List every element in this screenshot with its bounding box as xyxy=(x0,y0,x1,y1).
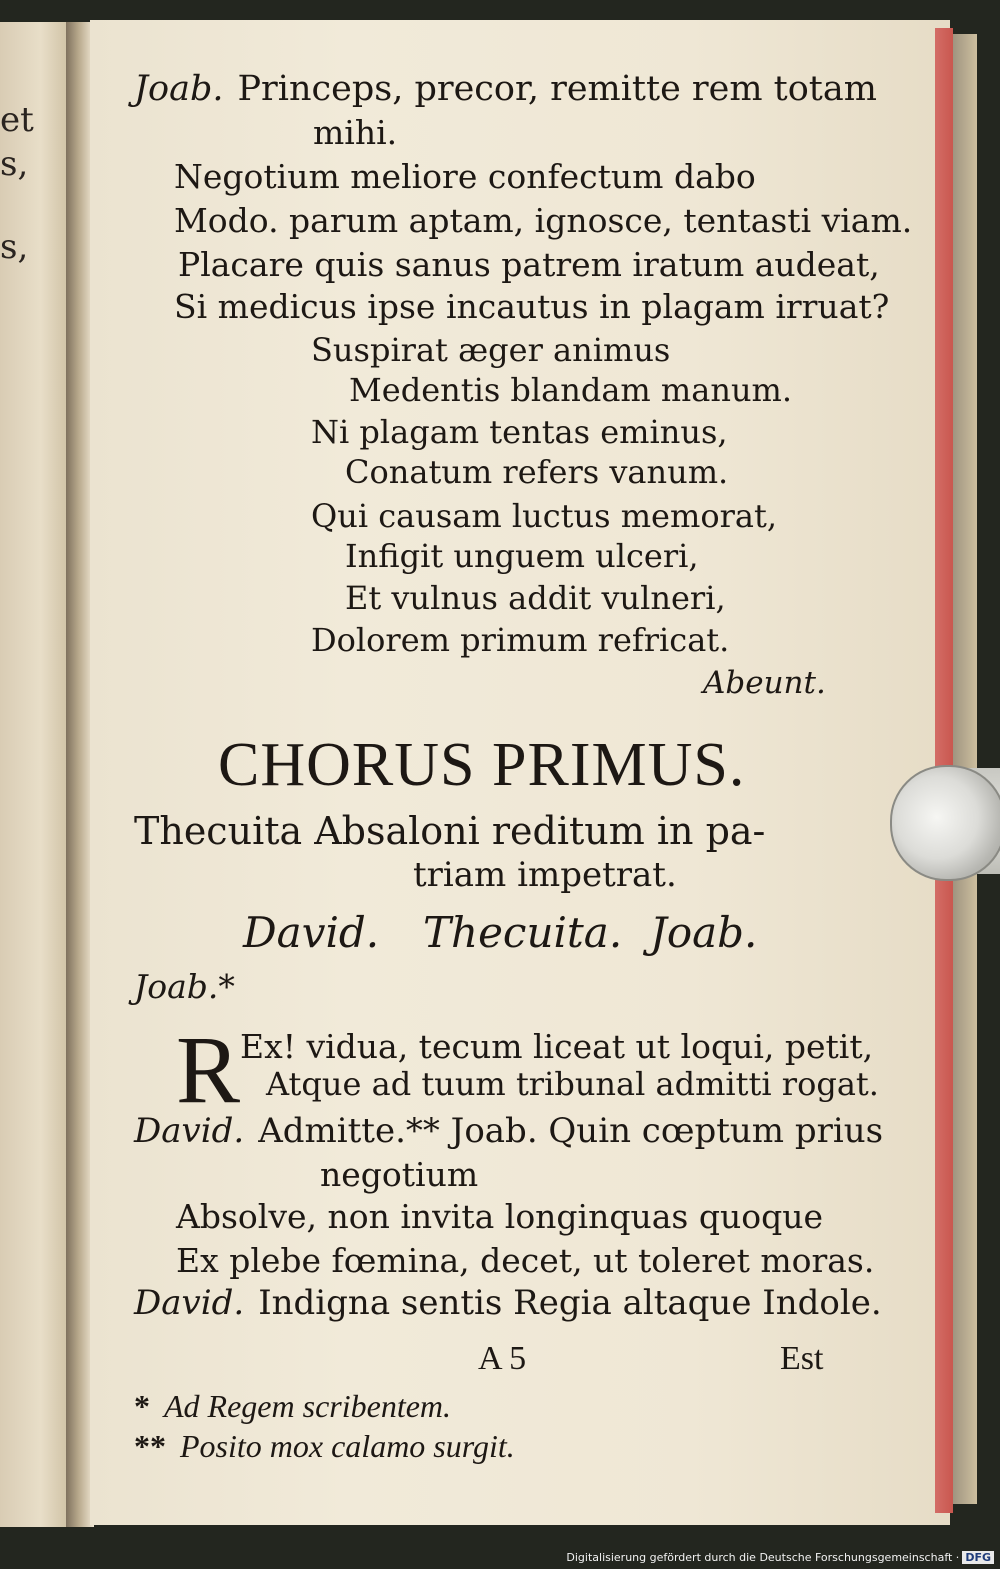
verse-line: Ni plagam tentas eminus, xyxy=(311,413,728,451)
footnote-text: Posito mox calamo surgit. xyxy=(180,1428,515,1464)
footnote-mark: * xyxy=(134,1388,150,1424)
page-clip xyxy=(890,765,1000,881)
dialogue-line: Negotium meliore confectum dabo xyxy=(174,157,756,196)
dialogue-text: Admitte.** Joab. Quin cœptum prius xyxy=(258,1111,884,1151)
verse-line: Medentis blandam manum. xyxy=(349,371,793,409)
section-subtitle: triam impetrat. xyxy=(413,855,677,895)
left-page-fragment: s, xyxy=(0,144,29,184)
dfg-logo: DFG xyxy=(962,1551,994,1564)
dialogue-line: Placare quis sanus patrem iratum audeat, xyxy=(178,245,880,284)
signature-mark: A 5 xyxy=(478,1340,527,1377)
dialogue-line: mihi. xyxy=(313,113,398,152)
dialogue-line: Modo. parum aptam, ignosce, tentasti viam. xyxy=(174,201,913,240)
dialogue-line xyxy=(134,1283,882,1323)
verse-line: Conatum refers vanum. xyxy=(345,453,729,491)
speaker-name: David. xyxy=(134,1111,245,1151)
left-page xyxy=(0,22,74,1527)
dialogue-line: Absolve, non invita longinquas quoque xyxy=(176,1197,823,1236)
dialogue-line: Ex! vidua, tecum liceat ut loqui, petit, xyxy=(240,1027,874,1066)
verse-line: Infigit unguem ulceri, xyxy=(345,537,699,575)
speaker-heading: Joab.* xyxy=(134,967,235,1006)
section-subtitle: Thecuita Absaloni reditum in pa- xyxy=(134,809,766,853)
verse-line: Suspirat æger animus xyxy=(311,331,671,369)
speaker-name: Joab. xyxy=(134,69,224,109)
catchword: Est xyxy=(780,1340,824,1377)
digitization-credit xyxy=(566,1551,994,1564)
footnote-text: Ad Regem scribentem. xyxy=(164,1388,452,1424)
verse-line: Et vulnus addit vulneri, xyxy=(345,579,726,617)
character-name: David. xyxy=(243,908,380,957)
credit-text: Digitalisierung gefördert durch die Deutsche Forschungsgemeinschaft · xyxy=(566,1551,960,1564)
drop-cap: R xyxy=(176,1016,241,1123)
dialogue-line xyxy=(134,1111,884,1151)
dialogue-text: Indigna sentis Regia altaque Indole. xyxy=(258,1283,882,1323)
footnote-mark: ** xyxy=(134,1428,166,1464)
footnote xyxy=(134,1388,451,1425)
footnote xyxy=(134,1428,515,1465)
stage-direction: Abeunt. xyxy=(703,665,826,701)
dialogue-line xyxy=(134,69,877,109)
section-title: CHORUS PRIMUS. xyxy=(218,731,746,799)
dialogue-line: Si medicus ipse incautus in plagam irruat? xyxy=(174,287,890,326)
verse-line: Dolorem primum refricat. xyxy=(311,621,730,659)
left-page-fragment: et xyxy=(0,100,34,140)
character-name: Joab. xyxy=(650,908,758,957)
dialogue-line: Ex plebe fœmina, decet, ut toleret moras. xyxy=(176,1241,875,1280)
dialogue-line: Atque ad tuum tribunal admitti rogat. xyxy=(266,1065,879,1103)
left-page-fragment: s, xyxy=(0,227,29,267)
speaker-name: David. xyxy=(134,1283,245,1323)
dialogue-line: negotium xyxy=(320,1155,479,1194)
character-name: Thecuita. xyxy=(423,908,623,957)
verse-line: Qui causam luctus memorat, xyxy=(311,497,777,535)
dialogue-text: Princeps, precor, remitte rem totam xyxy=(237,69,877,109)
